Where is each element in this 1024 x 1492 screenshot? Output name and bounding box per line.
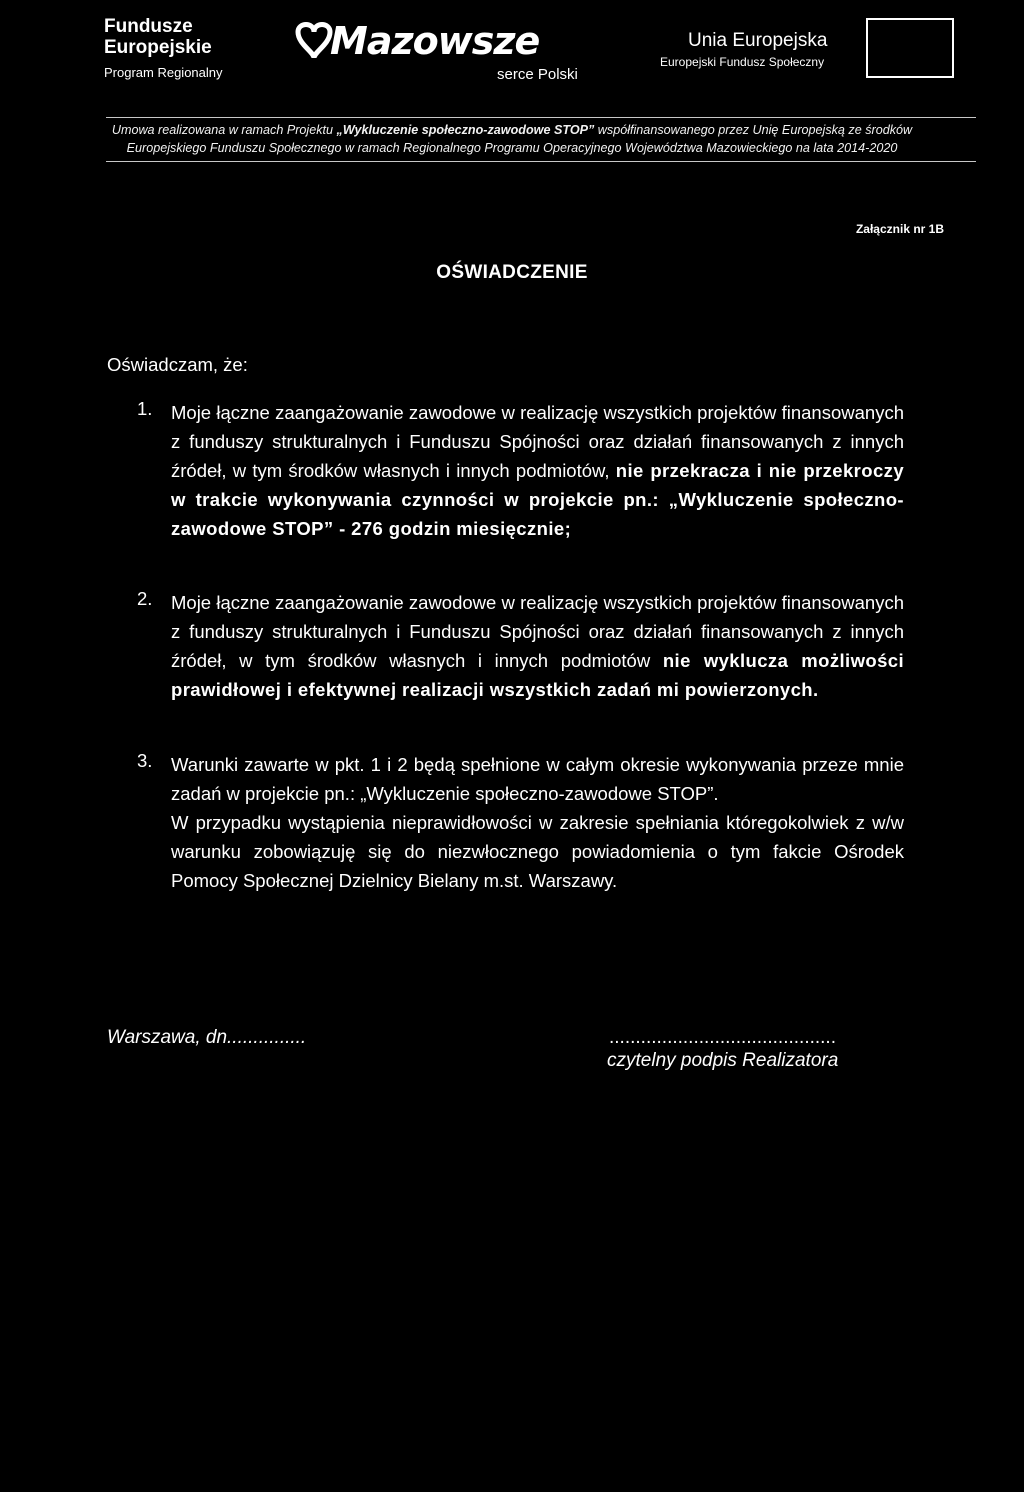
- point-1-text: Moje łączne zaangażowanie zawodowe w realizację wszystkich projektów finansowanych z funduszy strukturalnych i Funduszu Spójności oraz działań finansowanych z innych źródeł, w tym środków własnych i innych podmiotów,: [171, 402, 904, 481]
- eu-flag-icon: [866, 18, 954, 78]
- eu-union-title: Unia Europejska: [688, 30, 828, 51]
- point-1: [171, 398, 904, 543]
- point-1-number: 1.: [137, 398, 153, 419]
- signature-line: ...........................................: [609, 1027, 836, 1048]
- point-2-number: 2.: [137, 588, 153, 609]
- point-2-bold-text: nie wyklucza możliwości prawidłowej i efektywnej realizacji wszystkich zadań mi powierzonych.: [171, 650, 904, 700]
- banner-project-name: „Wykluczenie społeczno-zawodowe STOP”: [336, 123, 595, 137]
- eu-social-fund-subtitle: Europejski Fundusz Społeczny: [660, 55, 825, 69]
- eu-funds-logo-title: [104, 16, 212, 58]
- eu-funds-line1: Fundusze: [104, 16, 193, 37]
- mazowsze-logo: [284, 18, 614, 68]
- point-1-bold-text: nie przekracza i nie przekroczy w trakcie wykonywania czynności w projekcie pn.: „Wykluczenie społeczno-zawodowe STOP” - 276 godzin miesięcznie;: [171, 460, 905, 539]
- point-2-text: Moje łączne zaangażowanie zawodowe w realizację wszystkich projektów finansowanych z funduszy strukturalnych i Funduszu Spójności oraz działań finansowanych z innych źródeł, w tym środków własnych i innych podmiotów: [171, 592, 904, 671]
- mazowsze-wordmark: Mazowsze: [330, 19, 540, 63]
- eu-funds-subtitle: Program Regionalny: [104, 65, 223, 80]
- banner-text-b: współfinansowanego przez Unię Europejską ze środków: [594, 123, 913, 137]
- annex-label: Załącznik nr 1B: [855, 222, 944, 236]
- point-3-text: Warunki zawarte w pkt. 1 i 2 będą spełnione w całym okresie wykonywania przeze mnie zadań w projekcie pn.: „Wykluczenie społeczno-zawodowe STOP”.: [171, 754, 904, 804]
- place-date-field: Warszawa, dn...............: [107, 1027, 307, 1048]
- point-3-number: 3.: [137, 750, 153, 771]
- banner-text-a: Umowa realizowana w ramach Projektu: [111, 123, 337, 137]
- banner-line-2: Europejskiego Funduszu Społecznego w ramach Regionalnego Programu Operacyjnego Województwa Mazowieckiego na lata 2014-2020: [126, 141, 898, 155]
- mazowsze-tagline: serce Polski: [497, 66, 578, 83]
- banner-line-1: [0, 123, 1024, 137]
- point-2: [171, 588, 904, 704]
- banner-top-rule: [106, 117, 976, 118]
- point-3-extra-text: W przypadku wystąpienia nieprawidłowości w zakresie spełniania któregokolwiek z w/w warunku zobowiązuję się do niezwłocznego powiadomienia o tym fakcie Ośrodek Pomocy Społecznej Dzielnicy Bielany m.st. Warszawy.: [171, 812, 904, 891]
- document-title: OŚWIADCZENIE: [436, 262, 588, 283]
- point-3: [171, 750, 904, 895]
- signature-label: czytelny podpis Realizatora: [607, 1050, 839, 1071]
- intro-text: Oświadczam, że:: [107, 354, 248, 375]
- eu-funds-line2: Europejskie: [104, 37, 212, 58]
- banner-bottom-rule: [106, 161, 976, 162]
